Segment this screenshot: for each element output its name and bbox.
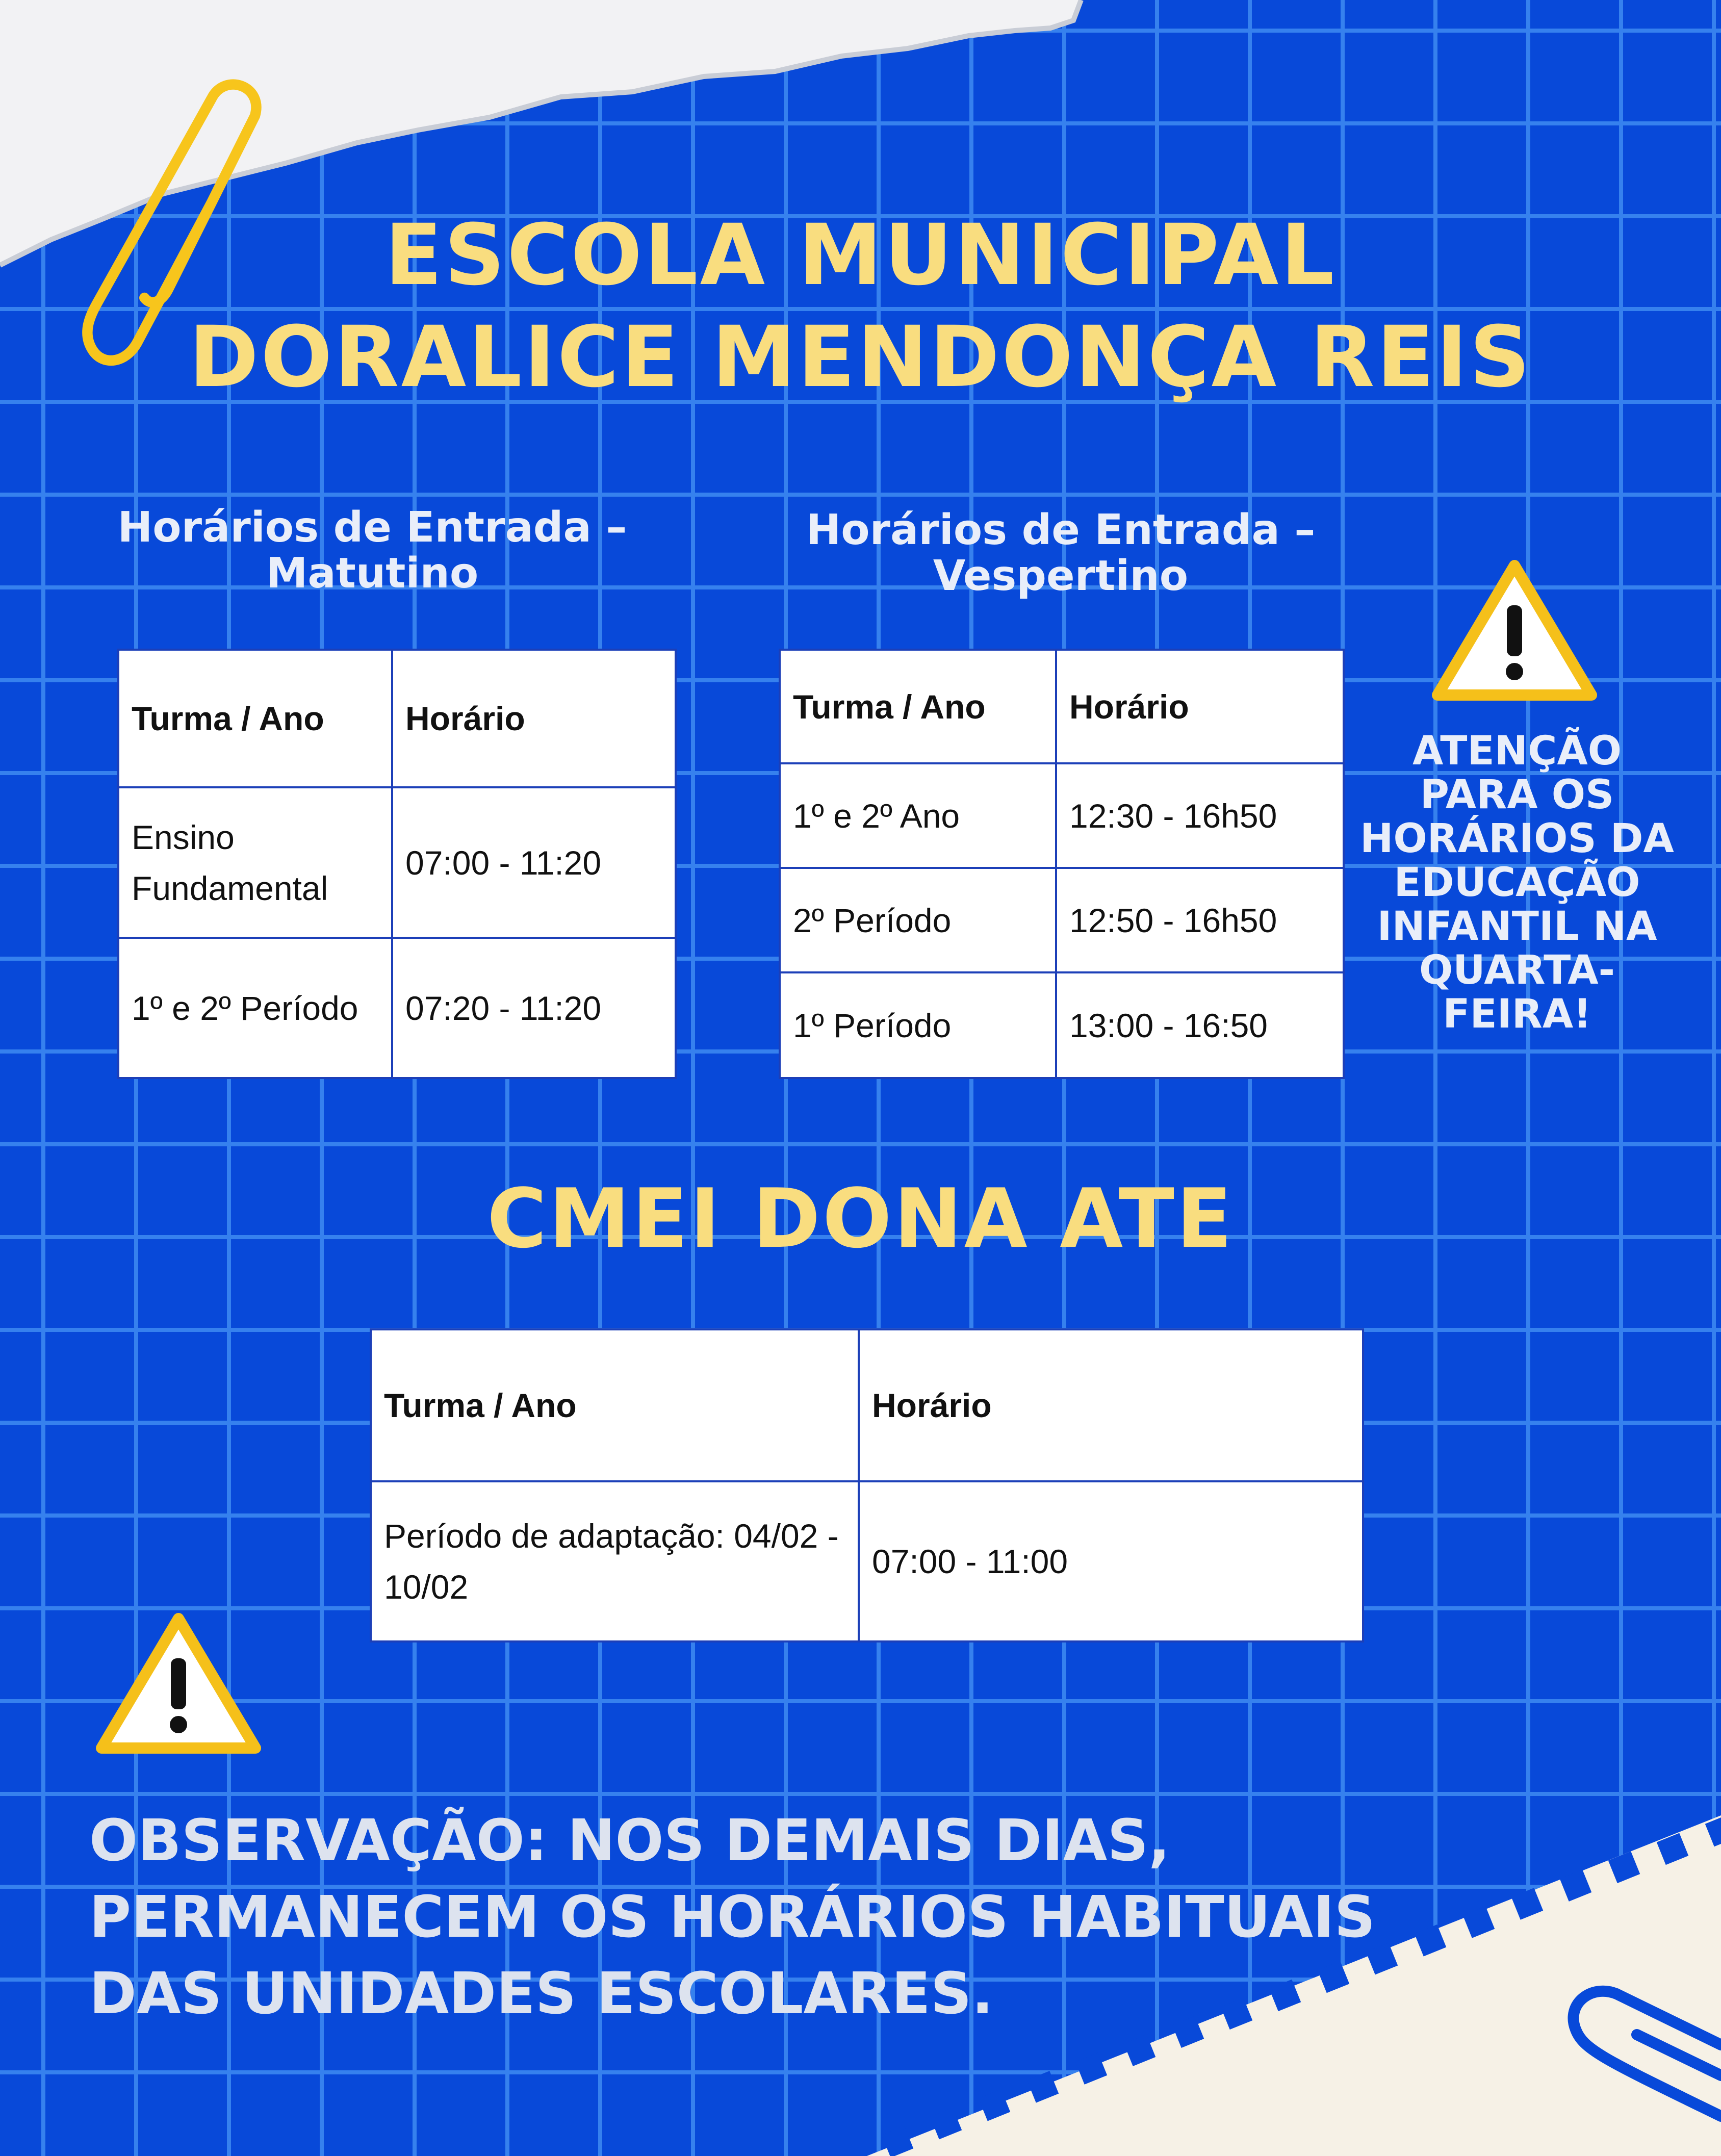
table-header-row: [371, 1329, 1363, 1481]
table-row: [780, 868, 1344, 972]
table-header-row: [780, 650, 1344, 763]
afternoon-heading-line-2: Vespertino: [933, 552, 1189, 600]
paperclip-icon: [1535, 1973, 1721, 2156]
morning-schedule-table: [117, 649, 677, 1079]
morning-heading-line-2: Matutino: [266, 549, 479, 598]
school-title-line-2: DORALICE MENDONÇA REIS: [189, 308, 1532, 406]
table-cell-class: 2º Período: [780, 868, 1056, 972]
table-row: [780, 763, 1344, 868]
table-cell-time: 07:00 - 11:00: [859, 1481, 1363, 1641]
column-header: Horário: [392, 650, 676, 787]
afternoon-heading: [780, 507, 1341, 599]
table-cell-time: 12:50 - 16h50: [1056, 868, 1344, 972]
table-cell-class: Ensino Fundamental: [118, 787, 392, 938]
cmei-schedule-table: [370, 1328, 1364, 1642]
school-title-line-1: ESCOLA MUNICIPAL: [384, 206, 1337, 304]
morning-heading-line-1: Horários de Entrada –: [117, 503, 627, 552]
warning-icon: [1430, 558, 1599, 701]
table-cell-class: Período de adaptação: 04/02 - 10/02: [371, 1481, 859, 1641]
column-header: Turma / Ano: [371, 1329, 859, 1481]
table-row: [118, 938, 676, 1078]
table-cell-class: 1º e 2º Ano: [780, 763, 1056, 868]
table-cell-class: 1º e 2º Período: [118, 938, 392, 1078]
table-row: [118, 787, 676, 938]
morning-heading: [92, 505, 653, 597]
table-cell-time: 13:00 - 16:50: [1056, 972, 1344, 1078]
table-cell-class: 1º Período: [780, 972, 1056, 1078]
column-header: Turma / Ano: [118, 650, 392, 787]
attention-note: ATENÇÃO PARA OS HORÁRIOS DA EDUCAÇÃO INFANTIL NA QUARTA-FEIRA!: [1360, 728, 1674, 1037]
column-header: Horário: [1056, 650, 1344, 763]
table-cell-time: 07:00 - 11:20: [392, 787, 676, 938]
table-row: [780, 972, 1344, 1078]
cmei-title: CMEI DONA ATE: [486, 1171, 1235, 1266]
table-cell-time: 07:20 - 11:20: [392, 938, 676, 1078]
school-title: [0, 204, 1721, 408]
warning-icon: [94, 1611, 263, 1754]
table-cell-time: 12:30 - 16h50: [1056, 763, 1344, 868]
table-header-row: [118, 650, 676, 787]
observation-note: OBSERVAÇÃO: NOS DEMAIS DIAS, PERMANECEM OS HORÁRIOS HABITUAIS DAS UNIDADES ESCOLARES.: [89, 1808, 1376, 2027]
column-header: Horário: [859, 1329, 1363, 1481]
afternoon-heading-line-1: Horários de Entrada –: [806, 506, 1316, 554]
column-header: Turma / Ano: [780, 650, 1056, 763]
afternoon-schedule-table: [779, 649, 1345, 1079]
table-row: [371, 1481, 1363, 1641]
